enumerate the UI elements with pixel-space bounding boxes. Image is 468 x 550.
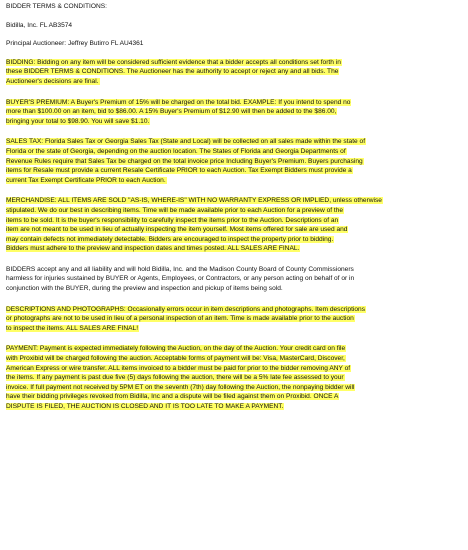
section-line: invoice. If full payment not received by 5PM ET on the seventh (7th) day following the Auction, the nonpaying bidder will <box>6 383 355 391</box>
section-line: PAYMENT: Payment is expected immediately following the Auction, on the day of the Auction. Your credit card on file <box>6 345 346 353</box>
document-heading: BIDDER TERMS & CONDITIONS: <box>6 3 107 10</box>
section-line: Bidders must adhere to the preview and inspection dates and times posted. ALL SALES ARE FINAL. <box>6 245 300 253</box>
section-buyers-premium <box>6 98 458 127</box>
section-line: current Tax Exempt Certificate PRIOR to each Auction. <box>6 176 166 184</box>
section-line: these BIDDER TERMS & CONDITIONS. The Auctioneer has the authority to accept or reject any and all bids. The <box>6 68 339 76</box>
section-sales-tax <box>6 137 458 185</box>
section-line: the items. If any payment is past due five (5) days following the auction, there will be a 5% late fee assessed to your <box>6 374 344 382</box>
section-line: or photographs are not to be used in lieu of a personal inspection of an item. Time is made available prior to the auction <box>6 315 354 323</box>
section-merchandise <box>6 196 458 254</box>
section-line: items to be sold. It is the buyer's responsibility to carefully inspect the items prior to the Auction. Descriptions of an <box>6 216 339 224</box>
section-line: BUYER'S PREMIUM: A Buyer's Premium of 15% will be charged on the total bid. EXAMPLE: If you intend to spend no <box>6 98 351 106</box>
section-line: SALES TAX: Florida Sales Tax or Georgia Sales Tax (State and Local) will be collected on all sales made within the state of <box>6 138 366 146</box>
company-license: Bidilla, Inc. FL AB3574 <box>6 21 73 29</box>
section-line: have their bidding privileges revoked from Bidilla, Inc and a dispute will be filed against them on Proxibid. ONCE A <box>6 393 339 401</box>
section-line: stipulated. We do our best in describing items. Time will be made available prior to each Auction for a preview of the <box>6 206 344 214</box>
section-line: conjunction with the BUYER, during the preview and inspection and pickup of items being sold. <box>6 285 283 293</box>
section-line: may contain defects not immediately detectable. Bidders are encouraged to inspect the property prior to bidding. <box>6 235 334 243</box>
section-line: harmless for injuries sustained by BUYER or Agents, Employees, or Contractors, or any person acting on behalf of or in <box>6 275 355 283</box>
section-liability <box>6 265 458 294</box>
section-line: BIDDING: Bidding on any item will be considered sufficient evidence that a bidder accepts all conditions set forth in <box>6 58 341 66</box>
section-payment <box>6 344 458 411</box>
section-line: items for Resale must provide a current Resale Certificate PRIOR to each Auction. Tax Exempt Bidders must provide a <box>6 167 352 175</box>
principal-auctioneer: Principal Auctioneer: Jeffrey Butirro FL AU4361 <box>6 40 144 48</box>
section-line: with Proxibid will be charged following the auction. Acceptable forms of payment will be: Visa, MasterCard, Discover, <box>6 355 345 363</box>
section-line: BIDDERS accept any and all liability and will hold Bidilla, Inc. and the Madison County Board of County Commissioners <box>6 265 354 273</box>
section-line: DESCRIPTIONS AND PHOTOGRAPHS: Occasionally errors occur in item descriptions and photographs. Item descriptions <box>6 305 366 313</box>
section-line: to inspect the items. ALL SALES ARE FINAL! <box>6 324 139 332</box>
section-descriptions <box>6 305 458 334</box>
section-line: more than $100.00 on an item, bid to $86.00. A 15% Buyer's Premium of $12.90 will then be added to the $86.00, <box>6 108 337 116</box>
section-line: Revenue Rules require that Sales Tax be charged on the total invoice price Including Buyer's Premium. Buyers purchasing <box>6 157 363 165</box>
terms-document <box>6 2 458 412</box>
section-line: MERCHANDISE: ALL ITEMS ARE SOLD "AS-IS, WHERE-IS" WITH NO WARRANTY EXPRESS OR IMPLIED, unless otherwise <box>6 197 382 205</box>
section-line: American Express or wire transfer. ALL items invoiced to a bidder must be paid for prior to the bidder removing ANY of <box>6 364 351 372</box>
section-line: item are not meant to be used in lieu of actually inspecting the item yourself. Most items offered for sale are used and <box>6 226 348 234</box>
section-bidding <box>6 58 458 87</box>
section-line: Florida or the state of Georgia, depending on the auction location. The States of Florida and Georgia Departments of <box>6 147 346 155</box>
section-line: bringing your total to $98.90. You will save $1.10. <box>6 117 150 125</box>
section-line: DISPUTE IS FILED, THE AUCTION IS CLOSED AND IT IS TOO LATE TO MAKE A PAYMENT. <box>6 403 284 410</box>
section-line: Auctioneer's decisions are final. <box>6 77 99 85</box>
